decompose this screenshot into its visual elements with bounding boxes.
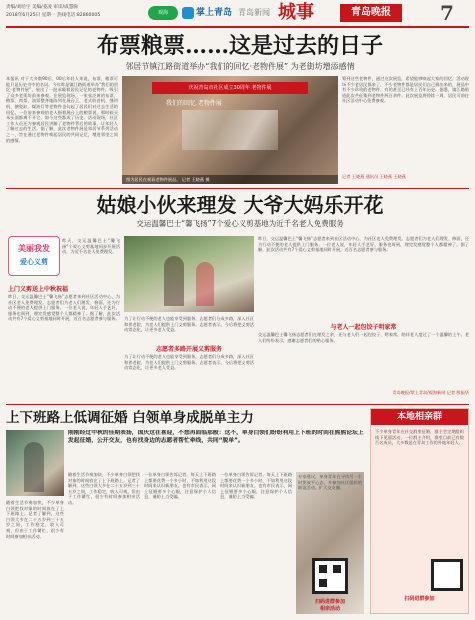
qr-caption-2: 相亲活动 [319, 606, 340, 612]
logo-news-text: 青岛新闻 [238, 8, 270, 17]
story3-headline: 上下班路上低调征婚 白领单身成脱单主力 [6, 410, 254, 426]
story1-subheadline: 邻居节镇江路街道举办“我们的回忆·老物件展” 为老街坊增添感情 [125, 62, 355, 71]
story3-deck: 刚刚经过中秋的佳期表扬，国庆这在喜迎，不想再面临那般：这不，单身白领们纷纷利用上下班的时间在熊熊论坛上发起征婚，公开交友，也有找身边的志愿者帮忙牵线，共同“脱单”。 [68, 430, 364, 444]
story2-lead: 昨天，交运温馨巴士“馨飞扬”个爱心义剪基地同步开展活动，为近千名老人免费理发。 [62, 238, 120, 255]
logo-guanhai-icon: 观海 [148, 6, 178, 20]
story1-photo [122, 76, 338, 184]
story2-headline: 姑娘小伙来理发 大爷大妈乐开花 [96, 193, 384, 217]
logo-qingdao-text: 掌上青岛 [196, 8, 233, 18]
story2-body-right: 昨日，交运温馨巴士“馨飞扬”志愿者来到社区活动中心，为社区老人免费理发。志愿者们为老人们理发、修面，还为行动不便的老人提供上门服务。一位老人说，年轻人手艺好，服务也周到，理完发感觉整个人都精神了。据了解，此次活动共有7个爱心义剪基地同时开展，近百名志愿者参与服务。 [258, 236, 469, 253]
story1-body-left: 本报讯 对于大多数90后、00后年轻人来说，布票、粮票可能只是历史书中的名词。今年昨是镇江路街道举办“我们的回忆·老物件展”，展出了一批承载着居民记忆的老物件，吸引了众多老街坊前来参观。在展览现场，一张张泛黄的布票、粮票、肉票、油票整齐地陈列在展台上，老式收音机、缝纫机、搪瓷缸、煤油灯等老物件也勾起了居民们对过去生活的回忆。一位前来参观的老人指着展台上的粮票说，那时候买米买面都离不开它，如今这些都成了历史。活动现场，社区工作人员还为参观居民讲解了老物件背后的故事，让年轻人了解过去的生活。据了解，此次老物件展是邻居节系列活动之一，旨在通过老物件唤起居民的共同记忆，增进邻里之间的感情。 [6, 76, 118, 143]
sidebar-title: 本地相亲群 [371, 409, 468, 425]
story2-subheadline: 交运温馨巴士“馨飞扬”7个爱心义剪基地为近千名老人免费服务 [136, 219, 344, 228]
story1-headline: 布票粮票……这是过去的日子 [96, 33, 383, 59]
divider-1 [6, 188, 469, 189]
photo-figure [24, 442, 44, 492]
story3-body-right: 专家建议，单身青年在寻找另一半时要放平心态，多参加社区组织的联谊活动，扩大交友圈。 [298, 474, 362, 491]
sidebar-qr-icon[interactable] [431, 559, 463, 591]
story2-body-b: 为了让行动不便的老人也能享受到服务，志愿者们分成多路，深入社区和养老院，为老人们提供上门义剪服务。志愿者表示，今后将把义剪活动常态化，让更多老人受益。 [124, 316, 254, 333]
sidebar-box [370, 408, 469, 614]
masthead-editor-line: 责编/刘哈宇 美编/姜凌 审读/咸慧胸 [6, 5, 78, 10]
masthead-rule [6, 26, 469, 28]
story2-subhead-c: 与老人一起包饺子明家常 [330, 324, 397, 331]
divider-2 [6, 404, 469, 405]
story2-body-c: 交运温馨巴士馨飞扬志愿者们在理发之余，还与老人们一起包饺子、唠家常，陪伴老人度过了一个温馨的上午。老人们纷纷表示，感谢志愿者们的贴心服务。 [258, 332, 469, 343]
page-number: 7 [440, 1, 454, 25]
paper-name-logo: 青岛晚报 [340, 4, 402, 22]
story1-body-right: 筹到这些老物件，通过这次展览，希望能够唤起大家的回忆。活动现场不少老居民都来了，不少老物件都是居民们自己捐出来的，展品中有不少珍贵的老物件，有的甚至已经有上百年历史。据悉，镇江路街道此次共征集到老物件两百余件。此次展览将持续一周，居民可前往社区活动中心免费参观。 [342, 76, 469, 104]
badge-line1: 美丽我发 [18, 243, 50, 253]
story1-byline: 记者 王晓燕 通讯员 王晓燕 王晓燕 [342, 174, 406, 179]
qr-caption: 扫码进群参加 [314, 599, 345, 605]
masthead [0, 0, 475, 30]
story3-body-mid3: 一位单身白领告诉记者，每天上下班路上都要花费一个多小时，不如利用这段时间来认识新朋友。也有市民表示，网上征婚要多个心眼，注意保护个人信息，谨防上当受骗。 [220, 472, 292, 500]
story2-photo [124, 236, 254, 312]
photo-people-shapes [164, 256, 184, 306]
story3-body-mid: 随着生活节奏加快，不少单身白领把找对象的时间放在了上下班路上。记者了解到，这些白领大多在二十五岁到三十五岁之间，工作稳定，收入可观，但由于工作繁忙，很少有时间参加相亲活动。 [68, 472, 140, 505]
story2-subhead-b: 志愿者多路开展义剪服务 [155, 346, 222, 353]
story2-body-b2: 为了让行动不便的老人也能享受到服务，志愿者们分成多路，深入社区和养老院，为老人们提供上门义剪服务。志愿者表示，今后将把义剪活动常态化，让更多老人受益。 [124, 354, 254, 371]
story3-qr-area [296, 472, 364, 614]
qr-code-inner-2 [333, 565, 341, 573]
qr-code-inner-3 [319, 579, 327, 587]
section-title: 城事 [278, 2, 314, 23]
story3-body-mid2: 一位单身白领告诉记者，每天上下班路上都要花费一个多小时，不如利用这段时间来认识新朋友。也有市民表示，网上征婚要多个心眼，注意保护个人信息，谨防上当受骗。 [144, 472, 216, 500]
qr-code-inner [319, 565, 327, 573]
photo-credit: 图为居民在观看老物件展品。 记者 王晓燕 摄 [122, 175, 338, 184]
story2-body-a: 昨日，交运温馨巴士“馨飞扬”志愿者来到社区活动中心，为社区老人免费理发。志愿者们为老人们理发、修面，还为行动不便的老人提供上门服务。一位老人说，年轻人手艺好，服务也周到，理完发感觉整个人都精神了。据了解，此次活动共有7个爱心义剪基地同时开展，近百名志愿者参与服务。 [8, 294, 120, 322]
photo-people-shapes-2 [196, 262, 214, 306]
story2-badge [8, 236, 60, 276]
logo-qingdao [182, 6, 234, 20]
photo-display-board [182, 110, 278, 150]
story3-photo [6, 430, 64, 496]
photo-exhibit-title: 我们的回忆 老物件展 [166, 100, 222, 107]
sidebar-qr-caption: 扫码进群参加 [404, 596, 435, 602]
photo-banner: 庆祝青岛市社区成立30周年 老物件展 [152, 82, 308, 94]
sidebar-body: 不少单身青年在社交群里征婚，群主会定期组织线下见面活动，一位群主介绍，群里目前已有数百名成员，大多数是在青岛工作的外地年轻人。 [375, 429, 464, 446]
story2-subhead-a: 上门义剪送上中秋祝福 [8, 286, 69, 293]
masthead-date-line: 2018年6月25日 星期一 热线电话:82860005 [6, 13, 101, 18]
badge-line2: 爱心义剪 [20, 257, 48, 266]
story3-body-left: 随着生活节奏加快，不少单身白领把找对象的时间放在了上下班路上。记者了解到，这些白领大多在二十五岁到三十五岁之间，工作稳定，收入可观，但由于工作繁忙，很少有时间参加相亲活动。 [6, 500, 64, 539]
app-icon [182, 7, 194, 19]
story2-byline: 青岛晚报/掌上青岛/观海新闻 记者 殷振华 [392, 390, 469, 395]
qr-code-icon[interactable] [312, 558, 348, 594]
